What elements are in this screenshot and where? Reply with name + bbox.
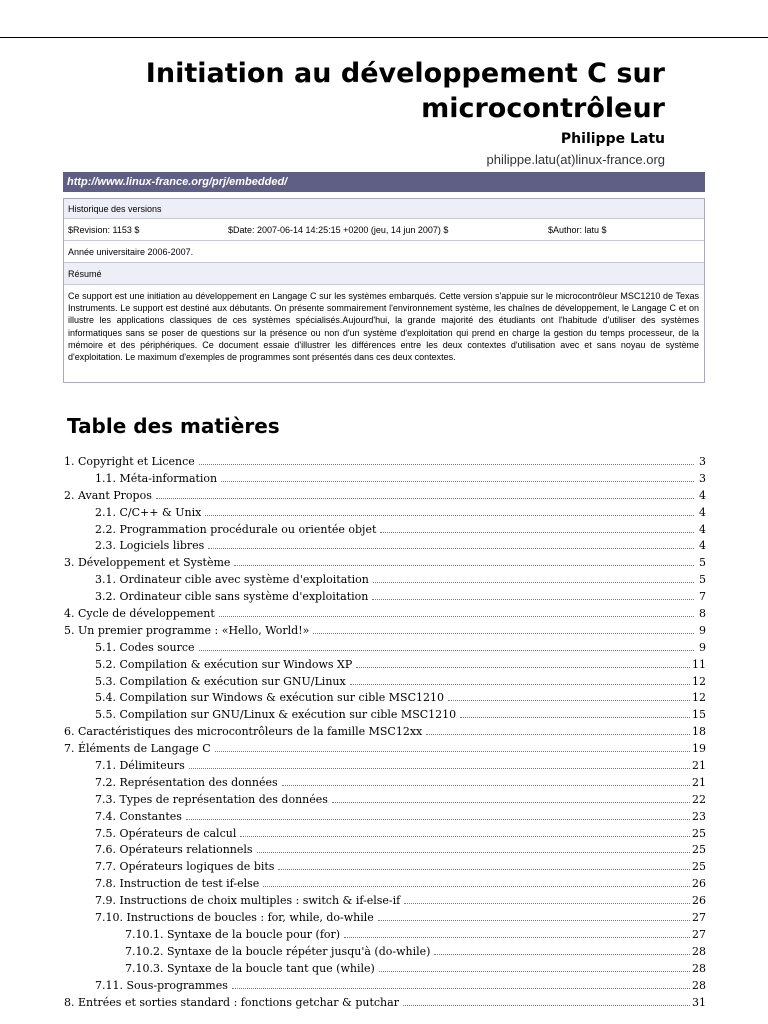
toc-page-number[interactable]: 26 xyxy=(692,877,706,891)
toc-dot-leader xyxy=(403,1005,690,1006)
toc-entry[interactable] xyxy=(64,724,706,741)
toc-entry-label[interactable]: 5.1. Codes source xyxy=(95,640,195,654)
toc-entry[interactable] xyxy=(64,572,706,589)
toc-entry-label[interactable]: 8. Entrées et sorties standard : fonctions getchar & putchar xyxy=(64,995,399,1009)
url-link[interactable]: http://www.linux-france.org/prj/embedded/ xyxy=(63,172,705,192)
toc-page-number[interactable]: 4 xyxy=(699,539,706,553)
toc-entry-label[interactable]: 4. Cycle de développement xyxy=(64,607,215,621)
toc-page-number[interactable]: 28 xyxy=(692,978,706,992)
toc-dot-leader xyxy=(234,565,694,566)
toc-dot-leader xyxy=(186,819,690,820)
toc-entry[interactable] xyxy=(64,606,706,623)
summary-heading: Résumé xyxy=(68,269,102,279)
toc-entry[interactable] xyxy=(64,978,706,995)
toc-dot-leader xyxy=(434,954,690,955)
toc-entry[interactable] xyxy=(64,792,706,809)
toc-entry-label[interactable]: 3.2. Ordinateur cible sans système d'exploitation xyxy=(95,590,369,604)
toc-entry[interactable] xyxy=(64,859,706,876)
toc-dot-leader xyxy=(426,734,690,735)
author-value: $Author: latu $ xyxy=(548,225,607,235)
revision-history-box xyxy=(63,198,705,383)
toc-dot-leader xyxy=(350,684,690,685)
toc-entry[interactable] xyxy=(64,842,706,859)
toc-dot-leader xyxy=(448,700,690,701)
toc-dot-leader xyxy=(344,937,690,938)
toc-dot-leader xyxy=(373,582,694,583)
toc-entry-label[interactable]: 7.2. Représentation des données xyxy=(95,775,278,789)
toc-page-number[interactable]: 31 xyxy=(692,995,706,1009)
date-value: $Date: 2007-06-14 14:25:15 +0200 (jeu, 14 jun 2007) $ xyxy=(228,225,449,235)
toc-entry[interactable] xyxy=(64,589,706,606)
toc-entry-label[interactable]: 7. Éléments de Langage C xyxy=(64,742,211,756)
toc-entry[interactable] xyxy=(64,826,706,843)
author-name: Philippe Latu xyxy=(560,131,665,147)
toc-dot-leader xyxy=(332,802,690,803)
toc-entry-label[interactable]: 3. Développement et Système xyxy=(64,556,231,570)
toc-entry[interactable] xyxy=(64,522,706,539)
toc-dot-leader xyxy=(221,481,694,482)
toc-entry-label[interactable]: 2. Avant Propos xyxy=(64,488,152,502)
revision-value: $Revision: 1153 $ xyxy=(68,225,140,235)
toc-dot-leader xyxy=(379,971,690,972)
toc-dot-leader xyxy=(282,785,690,786)
toc-page-number[interactable]: 9 xyxy=(699,640,706,654)
toc-entry[interactable] xyxy=(64,538,706,555)
toc-entry[interactable] xyxy=(64,741,706,758)
title-line-2: microcontrôleur xyxy=(421,93,665,124)
toc-dot-leader xyxy=(378,920,690,921)
toc-entry[interactable] xyxy=(64,471,706,488)
toc-entry-label[interactable]: 7.10.2. Syntaxe de la boucle répéter jusqu'à (do-while) xyxy=(125,944,431,958)
toc-dot-leader xyxy=(240,836,690,837)
toc-dot-leader xyxy=(278,869,690,870)
toc-entry-label[interactable]: 2.1. C/C++ & Unix xyxy=(95,505,202,519)
toc-page-number[interactable]: 12 xyxy=(692,674,706,688)
toc-entry-label[interactable]: 5. Un premier programme : «Hello, World!» xyxy=(64,623,310,637)
toc-entry-label[interactable]: 5.5. Compilation sur GNU/Linux & exécution sur cible MSC1210 xyxy=(95,708,457,722)
toc-entry[interactable] xyxy=(64,707,706,724)
toc-entry-label[interactable]: 5.4. Compilation sur Windows & exécution sur cible MSC1210 xyxy=(95,691,444,705)
revision-row xyxy=(64,219,704,241)
toc-page-number[interactable]: 27 xyxy=(692,911,706,925)
toc-dot-leader xyxy=(215,751,690,752)
toc-page-number[interactable]: 23 xyxy=(692,809,706,823)
toc-entry-label[interactable]: 2.2. Programmation procédurale ou orientée objet xyxy=(95,522,377,536)
toc-entry-label[interactable]: 7.10. Instructions de boucles : for, while, do-while xyxy=(95,911,374,925)
toc-page-number[interactable]: 25 xyxy=(692,860,706,874)
toc-page-number[interactable]: 9 xyxy=(699,623,706,637)
toc-page-number[interactable]: 4 xyxy=(699,505,706,519)
toc-page-number[interactable]: 4 xyxy=(699,488,706,502)
toc-page-number[interactable]: 3 xyxy=(699,471,706,485)
document-title xyxy=(105,56,665,126)
toc-page-number[interactable]: 25 xyxy=(692,826,706,840)
toc-entry-label[interactable]: 5.3. Compilation & exécution sur GNU/Linux xyxy=(95,674,346,688)
toc-page-number[interactable]: 15 xyxy=(692,708,706,722)
toc-entry-label[interactable]: 7.7. Opérateurs logiques de bits xyxy=(95,860,275,874)
toc-entry[interactable] xyxy=(64,995,706,1012)
toc-entry-label[interactable]: 1. Copyright et Licence xyxy=(64,455,195,468)
toc-entry-label[interactable]: 7.9. Instructions de choix multiples : switch & if-else-if xyxy=(95,894,401,908)
toc-page-number[interactable]: 12 xyxy=(692,691,706,705)
toc-entry[interactable] xyxy=(64,927,706,944)
author-email: philippe.latu(at)linux-france.org xyxy=(486,152,665,167)
toc-page-number[interactable]: 5 xyxy=(699,573,706,587)
toc-entry[interactable] xyxy=(64,488,706,505)
toc-dot-leader xyxy=(404,903,690,904)
toc-page-number[interactable]: 26 xyxy=(692,894,706,908)
toc-entry[interactable] xyxy=(64,454,706,471)
toc-dot-leader xyxy=(263,886,690,887)
history-heading-row xyxy=(64,199,704,219)
toc-dot-leader xyxy=(156,498,694,499)
toc-page-number[interactable]: 27 xyxy=(692,927,706,941)
toc-entry[interactable] xyxy=(64,674,706,691)
toc-dot-leader xyxy=(208,548,694,549)
toc-dot-leader xyxy=(232,988,690,989)
toc-dot-leader xyxy=(313,633,694,634)
toc-dot-leader xyxy=(199,464,694,465)
toc-entry[interactable] xyxy=(64,623,706,640)
toc-entry-label[interactable]: 7.5. Opérateurs de calcul xyxy=(95,826,237,840)
toc-entry[interactable] xyxy=(64,876,706,893)
toc-entry[interactable] xyxy=(64,944,706,961)
toc-page-number[interactable]: 25 xyxy=(692,843,706,857)
toc-entry-label[interactable]: 2.3. Logiciels libres xyxy=(95,539,205,553)
toc-entry-label[interactable]: 7.10.1. Syntaxe de la boucle pour (for) xyxy=(125,927,341,941)
toc-entry-label[interactable]: 7.3. Types de représentation des données xyxy=(95,792,328,806)
toc-entry-label[interactable]: 3.1. Ordinateur cible avec système d'exploitation xyxy=(95,573,369,587)
toc-page-number[interactable]: 11 xyxy=(692,657,706,671)
history-heading: Historique des versions xyxy=(68,204,162,214)
toc-page-number[interactable]: 18 xyxy=(692,725,706,739)
toc-dot-leader xyxy=(356,667,690,668)
summary-heading-row xyxy=(64,263,704,285)
toc-page-number[interactable]: 21 xyxy=(692,775,706,789)
toc-entry[interactable] xyxy=(64,758,706,775)
toc-dot-leader xyxy=(205,515,694,516)
table-of-contents xyxy=(64,454,706,1011)
toc-dot-leader xyxy=(372,599,694,600)
toc-entry[interactable] xyxy=(64,809,706,826)
toc-page-number[interactable]: 8 xyxy=(699,607,706,621)
toc-entry[interactable] xyxy=(64,640,706,657)
academic-year: Année universitaire 2006-2007. xyxy=(68,247,194,257)
toc-entry-label[interactable]: 1.1. Méta-information xyxy=(95,471,218,485)
toc-dot-leader xyxy=(199,650,695,651)
toc-page-number[interactable]: 21 xyxy=(692,759,706,773)
toc-entry[interactable] xyxy=(64,690,706,707)
toc-page-number[interactable]: 7 xyxy=(699,590,706,604)
toc-page-number[interactable]: 5 xyxy=(699,556,706,570)
toc-entry-label[interactable]: 7.8. Instruction de test if-else xyxy=(95,877,260,891)
toc-entry[interactable] xyxy=(64,657,706,674)
toc-dot-leader xyxy=(257,852,690,853)
toc-entry-label[interactable]: 7.4. Constantes xyxy=(95,809,182,823)
toc-dot-leader xyxy=(380,532,694,533)
toc-entry[interactable] xyxy=(64,961,706,978)
top-rule xyxy=(0,37,768,38)
toc-entry-label[interactable]: 7.1. Délimiteurs xyxy=(95,759,185,773)
year-row xyxy=(64,241,704,263)
toc-entry[interactable] xyxy=(64,505,706,522)
toc-page-number[interactable]: 19 xyxy=(692,742,706,756)
toc-dot-leader xyxy=(219,616,694,617)
toc-page-number[interactable]: 28 xyxy=(692,961,706,975)
toc-dot-leader xyxy=(189,768,690,769)
toc-entry-label[interactable]: 6. Caractéristiques des microcontrôleurs de la famille MSC12xx xyxy=(64,725,423,739)
toc-entry[interactable] xyxy=(64,775,706,792)
toc-entry-label[interactable]: 7.10.3. Syntaxe de la boucle tant que (while) xyxy=(125,961,375,975)
toc-dot-leader xyxy=(460,717,690,718)
toc-entry-label[interactable]: 7.11. Sous-programmes xyxy=(95,978,228,992)
summary-text: Ce support est une initiation au développement en Langage C sur les systèmes embarqués. Cette version s'appuie sur le microcontrôleur MSC1210 de Texas Instruments. Le support est destiné aux débutants. On présente sommairement l'environnement système, les chaînes de développement, le Langage C et on illustre les applications classiques de ces systèmes spécialisés.Aujourd'hui, la grande majorité des étudiants ont l'habitude d'utiliser des systèmes informatiques sans se poser de questions sur la présence ou non d'un système d'exploitation qui prend en charge la gestion du temps processeur, de la mémoire et des périphériques. Ce document essaie d'illustrer les différences entre les deux contextes d'utilisation avec et sans noyau de système d'exploitation. Le maximum d'exemples de programmes sont présentés dans ces deux contextes. xyxy=(68,291,699,363)
toc-page-number[interactable]: 4 xyxy=(699,522,706,536)
toc-page-number[interactable]: 3 xyxy=(699,455,706,468)
title-line-1: Initiation au développement C sur xyxy=(145,58,665,89)
toc-entry-label[interactable]: 7.6. Opérateurs relationnels xyxy=(95,843,253,857)
toc-entry[interactable] xyxy=(64,893,706,910)
toc-entry[interactable] xyxy=(64,910,706,927)
toc-entry-label[interactable]: 5.2. Compilation & exécution sur Windows XP xyxy=(95,657,353,671)
toc-entry[interactable] xyxy=(64,555,706,572)
toc-page-number[interactable]: 22 xyxy=(692,792,706,806)
toc-heading: Table des matières xyxy=(67,414,280,438)
toc-page-number[interactable]: 28 xyxy=(692,944,706,958)
